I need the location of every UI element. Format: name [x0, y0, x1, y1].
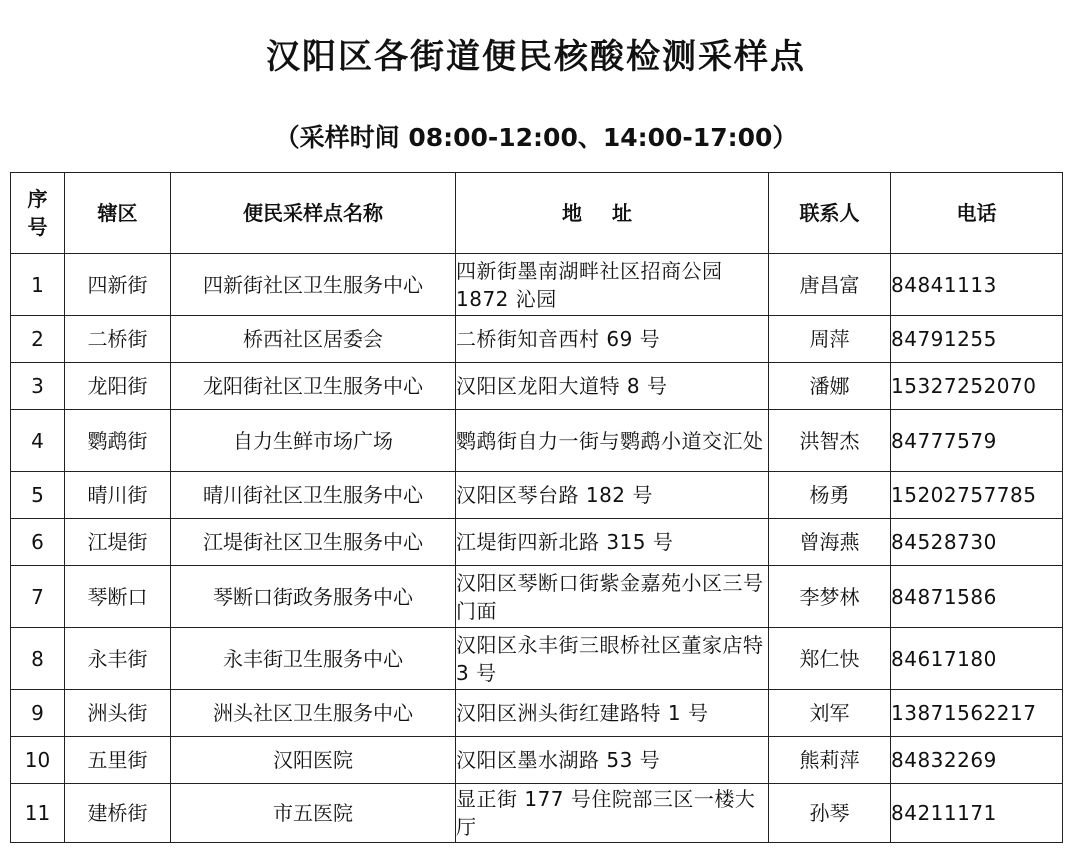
cell-address: 汉阳区洲头街红建路特 1 号 [456, 690, 769, 737]
cell-site-name: 桥西社区居委会 [171, 316, 456, 363]
table-row [11, 519, 1063, 566]
cell-phone: 84617180 [891, 628, 1063, 690]
cell-district: 龙阳街 [65, 363, 171, 410]
cell-site-name: 琴断口街政务服务中心 [171, 566, 456, 628]
cell-phone: 84871586 [891, 566, 1063, 628]
cell-contact: 曾海燕 [769, 519, 891, 566]
cell-seq: 6 [11, 519, 65, 566]
cell-address: 显正街 177 号住院部三区一楼大厅 [456, 784, 769, 843]
table-row [11, 410, 1063, 472]
cell-address: 二桥街知音西村 69 号 [456, 316, 769, 363]
cell-contact: 潘娜 [769, 363, 891, 410]
sampling-sites-table [10, 172, 1063, 843]
cell-contact: 孙琴 [769, 784, 891, 843]
cell-phone: 84841113 [891, 254, 1063, 316]
sampling-time-subtitle: （采样时间 08:00-12:00、14:00-17:00） [274, 123, 798, 152]
cell-contact: 杨勇 [769, 472, 891, 519]
cell-seq: 2 [11, 316, 65, 363]
table-row [11, 737, 1063, 784]
cell-address: 鹦鹉街自力一街与鹦鹉小道交汇处 [456, 410, 769, 472]
header-site-name: 便民采样点名称 [171, 173, 456, 254]
cell-phone: 15327252070 [891, 363, 1063, 410]
cell-district: 四新街 [65, 254, 171, 316]
cell-district: 永丰街 [65, 628, 171, 690]
cell-site-name: 汉阳医院 [171, 737, 456, 784]
cell-seq: 8 [11, 628, 65, 690]
cell-district: 二桥街 [65, 316, 171, 363]
cell-phone: 15202757785 [891, 472, 1063, 519]
table-row [11, 784, 1063, 843]
header-seq-line1: 序 [27, 187, 48, 211]
cell-address: 江堤街四新北路 315 号 [456, 519, 769, 566]
table-row [11, 363, 1063, 410]
cell-contact: 唐昌富 [769, 254, 891, 316]
cell-phone: 84528730 [891, 519, 1063, 566]
table-row [11, 316, 1063, 363]
cell-site-name: 四新街社区卫生服务中心 [171, 254, 456, 316]
cell-contact: 郑仁快 [769, 628, 891, 690]
header-seq-line2: 号 [27, 215, 48, 239]
cell-site-name: 洲头社区卫生服务中心 [171, 690, 456, 737]
cell-contact: 刘军 [769, 690, 891, 737]
header-district: 辖区 [65, 173, 171, 254]
cell-contact: 李梦林 [769, 566, 891, 628]
cell-address: 汉阳区琴断口街紫金嘉苑小区三号门面 [456, 566, 769, 628]
cell-seq: 9 [11, 690, 65, 737]
cell-address: 汉阳区永丰街三眼桥社区董家店特 3 号 [456, 628, 769, 690]
cell-district: 洲头街 [65, 690, 171, 737]
table-row [11, 628, 1063, 690]
page-title: 汉阳区各街道便民核酸检测采样点 [266, 37, 806, 77]
header-address: 地址 [456, 173, 769, 254]
cell-phone: 84832269 [891, 737, 1063, 784]
cell-district: 鹦鹉街 [65, 410, 171, 472]
cell-seq: 7 [11, 566, 65, 628]
cell-phone: 84211171 [891, 784, 1063, 843]
table-header-row [11, 173, 1063, 254]
cell-district: 晴川街 [65, 472, 171, 519]
cell-site-name: 江堤街社区卫生服务中心 [171, 519, 456, 566]
cell-site-name: 永丰街卫生服务中心 [171, 628, 456, 690]
cell-district: 江堤街 [65, 519, 171, 566]
cell-site-name: 晴川街社区卫生服务中心 [171, 472, 456, 519]
header-phone: 电话 [891, 173, 1063, 254]
cell-contact: 洪智杰 [769, 410, 891, 472]
cell-district: 五里街 [65, 737, 171, 784]
cell-site-name: 市五医院 [171, 784, 456, 843]
cell-seq: 5 [11, 472, 65, 519]
header-seq [11, 173, 65, 254]
table-row [11, 566, 1063, 628]
cell-address: 汉阳区琴台路 182 号 [456, 472, 769, 519]
cell-address: 四新街墨南湖畔社区招商公园 1872 沁园 [456, 254, 769, 316]
cell-contact: 周萍 [769, 316, 891, 363]
cell-site-name: 龙阳街社区卫生服务中心 [171, 363, 456, 410]
cell-seq: 3 [11, 363, 65, 410]
cell-seq: 11 [11, 784, 65, 843]
table-row [11, 690, 1063, 737]
cell-seq: 1 [11, 254, 65, 316]
cell-phone: 84777579 [891, 410, 1063, 472]
cell-site-name: 自力生鲜市场广场 [171, 410, 456, 472]
cell-phone: 84791255 [891, 316, 1063, 363]
cell-address: 汉阳区龙阳大道特 8 号 [456, 363, 769, 410]
cell-district: 建桥街 [65, 784, 171, 843]
cell-district: 琴断口 [65, 566, 171, 628]
cell-phone: 13871562217 [891, 690, 1063, 737]
cell-seq: 10 [11, 737, 65, 784]
table-row [11, 254, 1063, 316]
header-contact: 联系人 [769, 173, 891, 254]
cell-address: 汉阳区墨水湖路 53 号 [456, 737, 769, 784]
table-row [11, 472, 1063, 519]
cell-seq: 4 [11, 410, 65, 472]
cell-contact: 熊莉萍 [769, 737, 891, 784]
